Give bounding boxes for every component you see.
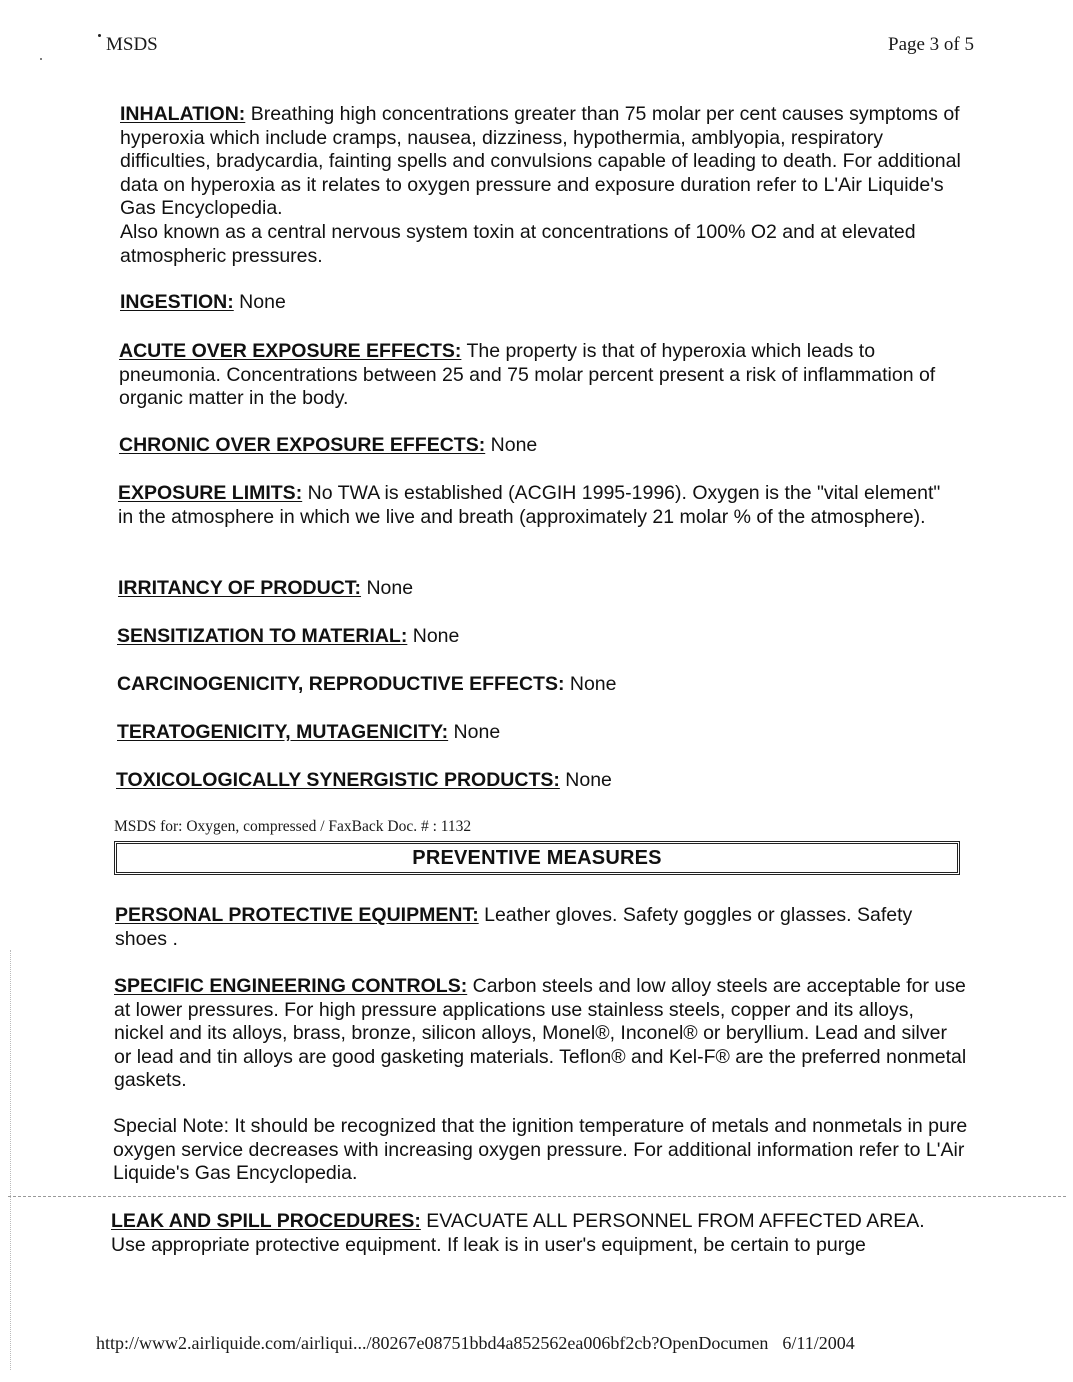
footer-date: 6/11/2004	[782, 1333, 855, 1353]
section-label: CHRONIC OVER EXPOSURE EFFECTS:	[119, 434, 486, 456]
section-label: IRRITANCY OF PRODUCT:	[118, 577, 362, 599]
section-acute-over-exposure	[119, 340, 949, 411]
section-inhalation	[120, 103, 970, 268]
section-label: SENSITIZATION TO MATERIAL:	[117, 625, 408, 647]
section-banner	[114, 841, 960, 875]
section-text: None	[407, 625, 460, 647]
section-text: None	[559, 769, 612, 791]
section-label: EXPOSURE LIMITS:	[118, 482, 303, 504]
section-leak-and-spill	[111, 1210, 951, 1257]
section-personal-protective-equipment	[115, 904, 945, 951]
section-teratogenicity	[117, 721, 967, 745]
scan-speck	[40, 58, 42, 60]
section-extra-text: Also known as a central nervous system toxin at concentrations of 100% O2 and at elevated atmospheric pressures.	[120, 220, 916, 267]
section-text: Leather gloves. Safety goggles or glasses. Safety shoes .	[115, 904, 913, 950]
section-text: None	[564, 673, 617, 695]
page-number: Page 3 of 5	[888, 34, 975, 55]
header-title: MSDS	[106, 34, 158, 55]
footer-url: http://www2.airliquide.com/airliqui.../80267e08751bbd4a852562ea006bf2cb?OpenDocumen	[96, 1333, 769, 1353]
section-label: LEAK AND SPILL PROCEDURES:	[111, 1210, 421, 1232]
section-text: Breathing high concentrations greater than 75 molar per cent causes symptoms of hyperoxia which include cramps, nausea, dizziness, hypothermia, amblyopia, respiratory difficulties, bradycardia, fainting spells and convulsions capable of leading to death. For additional data on hyperoxia as it relates to oxygen pressure and exposure duration refer to L'Air Liquide's Gas Encyclopedia.	[120, 103, 961, 220]
section-text: None	[233, 291, 286, 313]
banner-title: PREVENTIVE MEASURES	[412, 846, 662, 869]
section-special-note	[113, 1115, 968, 1186]
document-reference: MSDS for: Oxygen, compressed / FaxBack Doc. # : 1132	[114, 818, 472, 835]
section-exposure-limits	[118, 482, 958, 529]
section-extra-text: Use appropriate protective equipment. If leak is in user's equipment, be certain to purge	[111, 1233, 866, 1256]
scan-speck	[98, 34, 101, 37]
section-label: INGESTION:	[120, 291, 234, 313]
section-text: None	[485, 434, 538, 456]
section-irritancy	[118, 577, 968, 601]
section-label: INHALATION:	[120, 103, 246, 125]
section-text: EVACUATE ALL PERSONNEL FROM AFFECTED AREA.	[420, 1210, 925, 1232]
section-label: CARCINOGENICITY, REPRODUCTIVE EFFECTS:	[117, 673, 565, 695]
section-ingestion	[120, 291, 970, 315]
section-text: None	[448, 721, 501, 743]
section-chronic-over-exposure	[119, 434, 969, 458]
section-label: TOXICOLOGICALLY SYNERGISTIC PRODUCTS:	[116, 769, 560, 791]
section-label: ACUTE OVER EXPOSURE EFFECTS:	[119, 340, 462, 362]
section-toxicologically-synergistic	[116, 769, 966, 793]
section-engineering-controls	[114, 975, 969, 1093]
section-label: SPECIFIC ENGINEERING CONTROLS:	[114, 975, 468, 997]
section-text: Carbon steels and low alloy steels are acceptable for use at lower pressures. For high pressure applications use stainless steels, copper and its alloys, nickel and its alloys, brass, bronze, silicon alloys, Monel®, Inconel® or beryllium. Lead and silver or lead and tin alloys are good gasketing materials. Teflon® and Kel-F® are the preferred nonmetal gaskets.	[114, 975, 967, 1092]
page-break-line	[8, 1196, 1066, 1197]
section-text: Special Note: It should be recognized that the ignition temperature of metals and nonmetals in pure oxygen service decreases with increasing oxygen pressure. For additional information refer to L'Air Liquide's Gas Encyclopedia.	[113, 1115, 968, 1185]
section-carcinogenicity	[117, 673, 967, 697]
section-label: TERATOGENICITY, MUTAGENICITY:	[117, 721, 449, 743]
section-sensitization	[117, 625, 967, 649]
section-label: PERSONAL PROTECTIVE EQUIPMENT:	[115, 904, 479, 926]
footer-url-line	[96, 1333, 855, 1354]
section-text: No TWA is established (ACGIH 1995-1996). Oxygen is the "vital element" in the atmosphere in which we live and breath (approximately 21 molar % of the atmosphere).	[118, 482, 941, 528]
section-text: The property is that of hyperoxia which leads to pneumonia. Concentrations between 25 and 75 molar percent present a risk of inflammation of organic matter in the body.	[119, 340, 936, 410]
scan-edge-dots	[10, 950, 11, 1370]
section-text: None	[361, 577, 414, 599]
